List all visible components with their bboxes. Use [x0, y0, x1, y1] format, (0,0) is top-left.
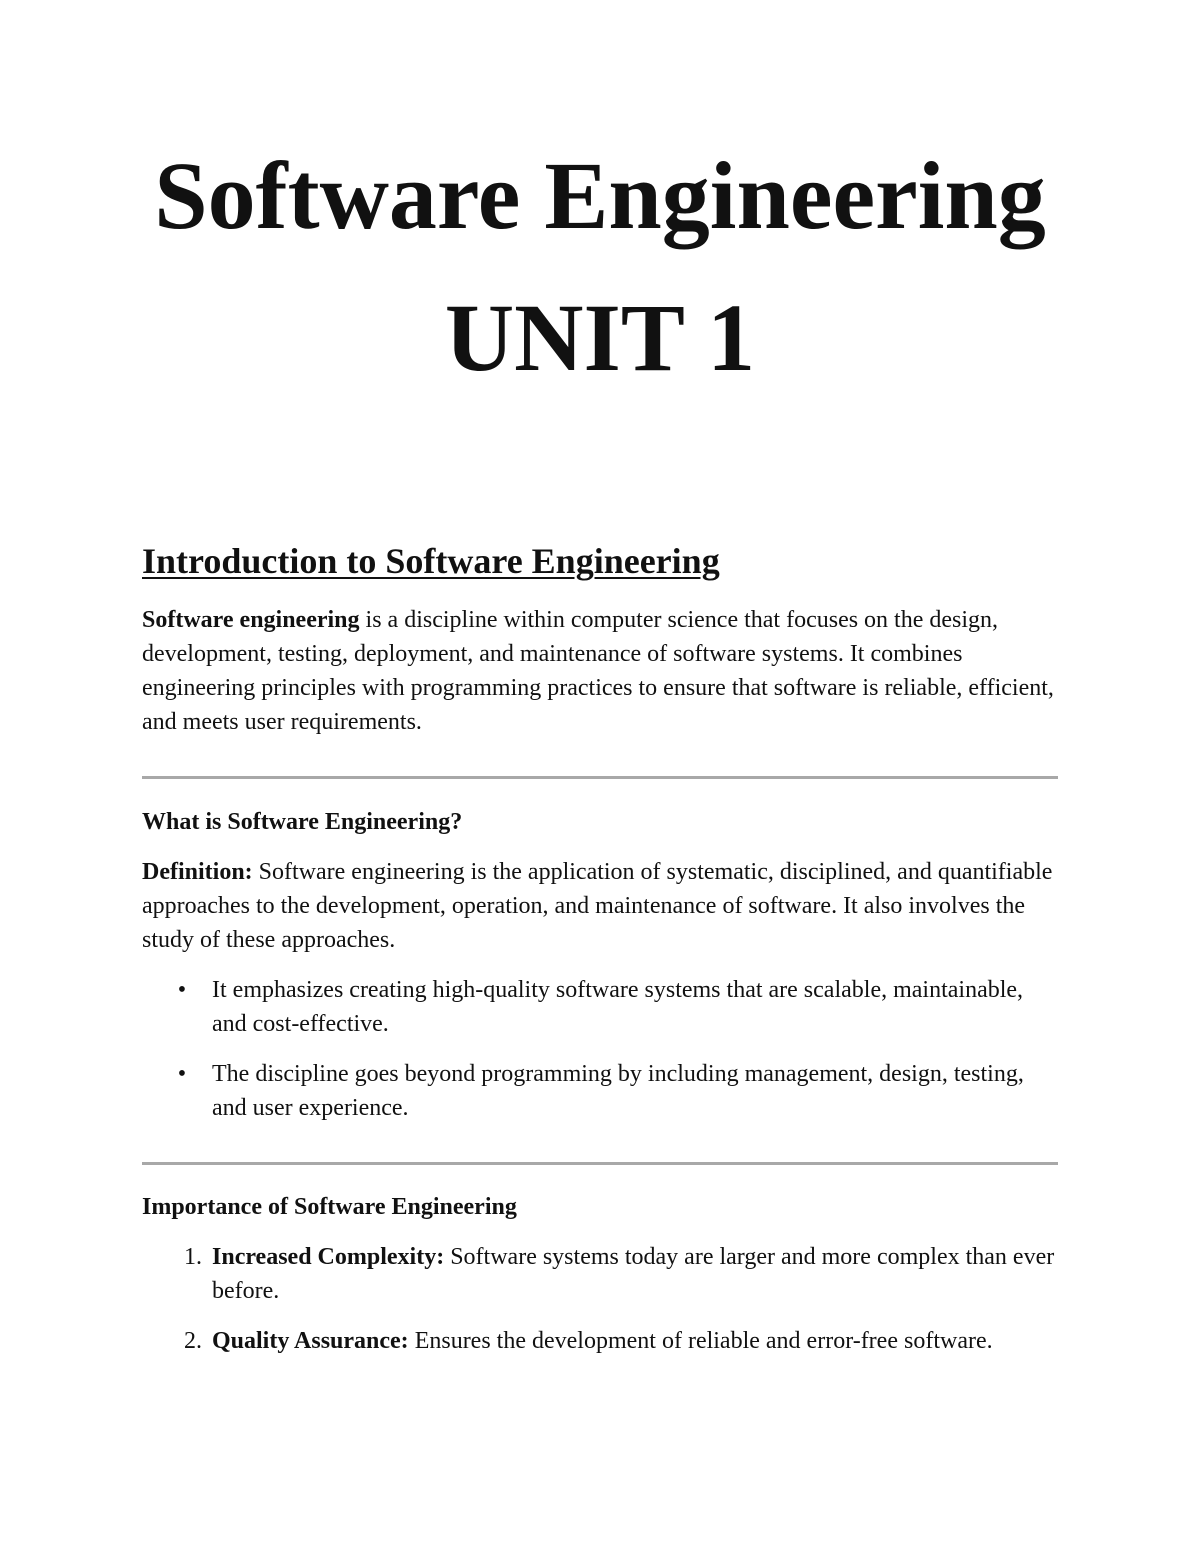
bullet-icon: •: [177, 977, 187, 1003]
importance-heading: Importance of Software Engineering: [142, 1194, 517, 1220]
list-item: [142, 1324, 1060, 1358]
intro-paragraph: [142, 603, 1060, 739]
bullet-icon: •: [177, 1061, 187, 1087]
document-title: Software Engineering: [154, 142, 1046, 249]
list-item: [142, 1240, 1060, 1308]
intro-heading: Introduction to Software Engineering: [142, 541, 720, 581]
list-item: [142, 1057, 1060, 1125]
list-item: [142, 973, 1060, 1041]
definition-paragraph: [142, 855, 1060, 957]
list-item-label: Increased Complexity:: [212, 1244, 445, 1270]
what-heading: What is Software Engineering?: [142, 809, 463, 835]
numbered-list: [142, 1240, 1060, 1374]
intro-lead-text: is a discipline within computer science that focuses on the design, development, testing, deployment, and maintenance of software systems. It combines engineering principles with programming practices to ensure that software is reliable, efficient, and meets user requirements.: [142, 607, 1054, 735]
list-item-text: The discipline goes beyond programming by including management, design, testing, and user experience.: [212, 1061, 1024, 1121]
horizontal-divider: [142, 776, 1058, 779]
definition-text: Software engineering is the application of systematic, disciplined, and quantifiable approaches to the development, operation, and maintenance of software. It also involves the study of these approaches.: [142, 859, 1053, 953]
horizontal-divider: [142, 1162, 1058, 1165]
list-number: 2.: [184, 1328, 202, 1354]
list-number: 1.: [184, 1244, 202, 1270]
unit-title: UNIT 1: [444, 284, 756, 391]
list-item-text: Ensures the development of reliable and error-free software.: [408, 1328, 993, 1354]
intro-lead-bold: Software engineering: [142, 607, 360, 633]
bullet-list: [142, 973, 1060, 1141]
list-item-text: Software systems today are larger and more complex than ever before.: [212, 1244, 1055, 1304]
list-item-text: It emphasizes creating high-quality software systems that are scalable, maintainable, and cost-effective.: [212, 977, 1024, 1037]
definition-label: Definition:: [142, 859, 253, 885]
list-item-label: Quality Assurance:: [212, 1328, 409, 1354]
